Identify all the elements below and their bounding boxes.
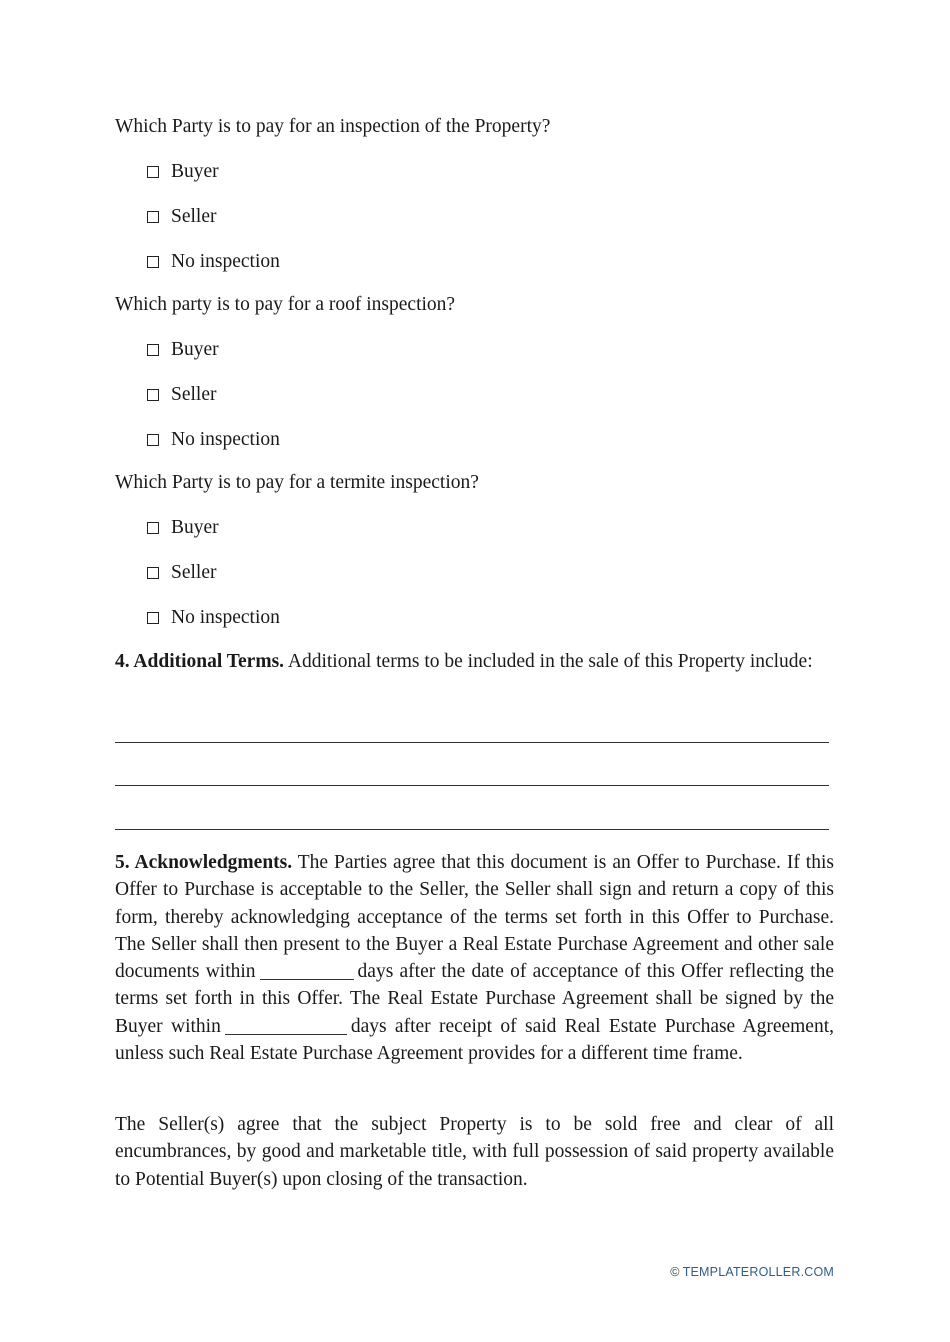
termite-option-seller[interactable] xyxy=(147,561,216,585)
option-label: Seller xyxy=(171,562,217,583)
checkbox-icon[interactable] xyxy=(147,612,159,624)
additional-terms-paragraph xyxy=(115,648,834,675)
days-blank-2[interactable] xyxy=(225,1016,347,1035)
acknowledgments-text-2: days after the date of acceptance of this Offer reflecting the terms set forth in this Offer. The Real Estate Purchase Agreement shall be signed by the Buyer within xyxy=(115,961,834,1037)
additional-terms-heading: 4. Additional Terms. xyxy=(115,651,285,672)
acknowledgments-paragraph xyxy=(115,849,834,1067)
checkbox-icon[interactable] xyxy=(147,256,159,268)
roof-option-seller[interactable] xyxy=(147,383,216,407)
additional-terms-text: Additional terms to be included in the sale of this Property include: xyxy=(287,651,813,672)
option-label: No inspection xyxy=(171,429,280,450)
termite-option-none[interactable] xyxy=(147,606,280,630)
option-label: Seller xyxy=(171,384,217,405)
roof-option-none[interactable] xyxy=(147,428,280,452)
checkbox-icon[interactable] xyxy=(147,166,159,178)
checkbox-icon[interactable] xyxy=(147,211,159,223)
days-blank-1[interactable] xyxy=(260,961,354,980)
acknowledgments-heading: 5. Acknowledgments. xyxy=(115,852,293,873)
option-label: No inspection xyxy=(171,607,280,628)
checkbox-icon[interactable] xyxy=(147,567,159,579)
roof-question: Which party is to pay for a roof inspection? xyxy=(115,294,456,315)
checkbox-icon[interactable] xyxy=(147,522,159,534)
footer-brand[interactable] xyxy=(670,1265,834,1279)
copyright-icon: © xyxy=(670,1265,680,1279)
acknowledgments-text-1: The Parties agree that this document is an Offer to Purchase. If this Offer to Purchase is acceptable to the Seller, the Seller shall sign and return a copy of this form, thereby acknowledging acceptance of the terms set forth in this Offer to Purchase. The Seller shall then present to the Buyer a Real Estate Purchase Agreement and other sale documents within xyxy=(115,852,834,983)
inspection-option-seller[interactable] xyxy=(147,205,216,229)
option-label: Buyer xyxy=(171,161,219,182)
checkbox-icon[interactable] xyxy=(147,389,159,401)
seller-agreement-paragraph: The Seller(s) agree that the subject Property is to be sold free and clear of all encumbrances, by good and marketable title, with full possession of said property available to Potential Buyer(s) upon closing of the transaction. xyxy=(115,1114,834,1190)
footer-brand-text: TEMPLATEROLLER.COM xyxy=(682,1265,834,1279)
inspection-question: Which Party is to pay for an inspection of the Property? xyxy=(115,116,551,137)
option-label: Seller xyxy=(171,206,217,227)
additional-terms-line-1[interactable] xyxy=(115,742,829,743)
option-label: Buyer xyxy=(171,339,219,360)
roof-option-buyer[interactable] xyxy=(147,338,219,362)
checkbox-icon[interactable] xyxy=(147,434,159,446)
checkbox-icon[interactable] xyxy=(147,344,159,356)
acknowledgments-text-3: days after receipt of said Real Estate Purchase Agreement, unless such Real Estate Purchase Agreement provides for a different time frame. xyxy=(115,1015,834,1065)
option-label: Buyer xyxy=(171,517,219,538)
option-label: No inspection xyxy=(171,251,280,272)
additional-terms-line-2[interactable] xyxy=(115,785,829,786)
termite-question: Which Party is to pay for a termite inspection? xyxy=(115,472,479,493)
additional-terms-line-3[interactable] xyxy=(115,829,829,830)
inspection-option-none[interactable] xyxy=(147,250,280,274)
termite-option-buyer[interactable] xyxy=(147,516,219,540)
inspection-option-buyer[interactable] xyxy=(147,160,219,184)
